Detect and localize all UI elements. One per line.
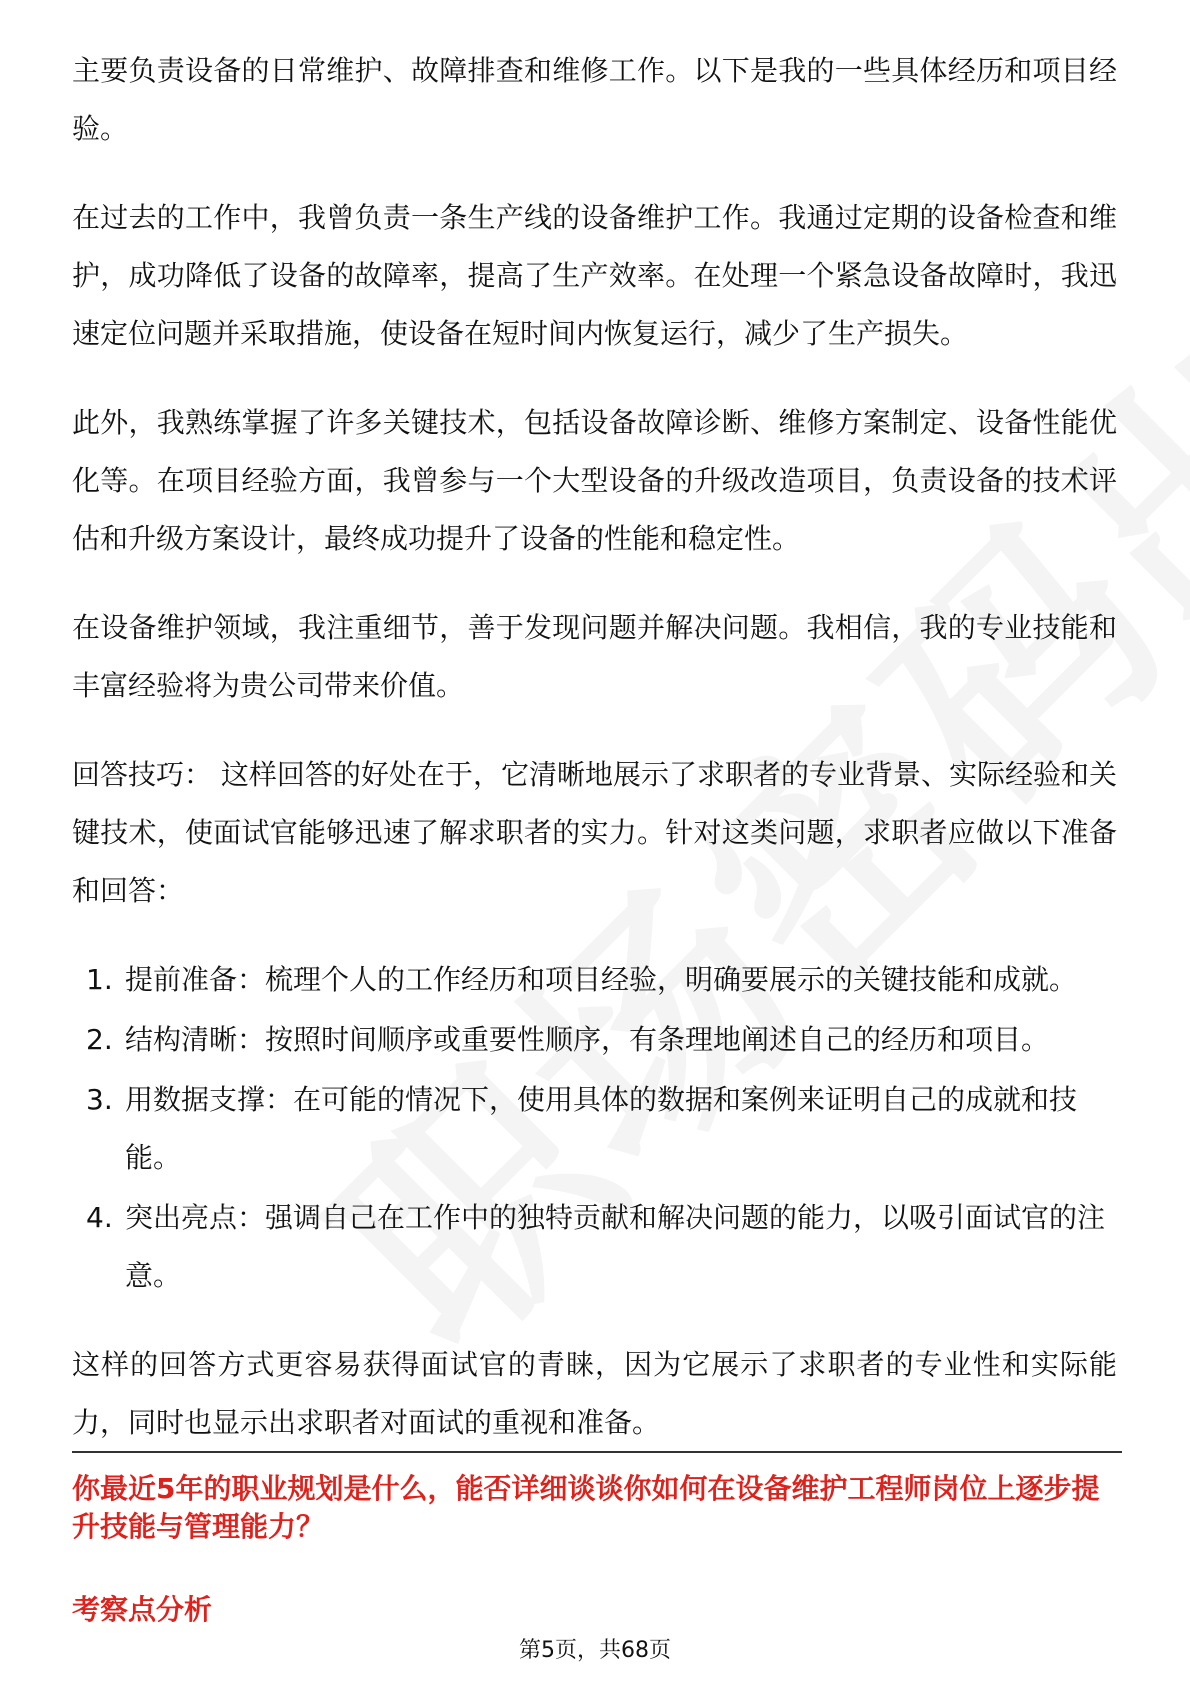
list-number: 1. bbox=[86, 963, 113, 996]
list-number: 2. bbox=[86, 1023, 113, 1056]
list-item-text: 用数据支撑：在可能的情况下，使用具体的数据和案例来证明自己的成就和技能。 bbox=[125, 1083, 1078, 1174]
list-item-text: 突出亮点：强调自己在工作中的独特贡献和解决问题的能力，以吸引面试官的注意。 bbox=[125, 1201, 1106, 1292]
paragraph-answer-tips: 回答技巧： 这样回答的好处在于，它清晰地展示了求职者的专业背景、实际经验和关键技术，使面试官能够迅速了解求职者的实力。针对这类问题，求职者应做以下准备和回答： bbox=[72, 758, 1117, 907]
list-item bbox=[72, 1011, 1117, 1069]
list-number: 4. bbox=[86, 1201, 113, 1234]
paragraph-intro: 主要负责设备的日常维护、故障排查和维修工作。以下是我的一些具体经历和项目经验。 bbox=[72, 54, 1117, 145]
list-number: 3. bbox=[86, 1083, 113, 1116]
next-question-heading: 你最近5年的职业规划是什么，能否详细谈谈你如何在设备维护工程师岗位上逐步提升技能与管理能力？ bbox=[72, 1472, 1100, 1543]
analysis-heading: 考察点分析 bbox=[72, 1593, 213, 1626]
section-divider bbox=[72, 1451, 1122, 1453]
paragraph-closing: 这样的回答方式更容易获得面试官的青睐，因为它展示了求职者的专业性和实际能力，同时也显示出求职者对面试的重视和准备。 bbox=[72, 1348, 1117, 1439]
list-item bbox=[72, 1071, 1117, 1187]
paragraph-summary: 在设备维护领域，我注重细节，善于发现问题并解决问题。我相信，我的专业技能和丰富经验将为贵公司带来价值。 bbox=[72, 611, 1117, 702]
tips-list bbox=[72, 951, 1117, 1305]
answer-body bbox=[72, 42, 1117, 1483]
list-item bbox=[72, 1189, 1117, 1305]
list-item-text: 结构清晰：按照时间顺序或重要性顺序，有条理地阐述自己的经历和项目。 bbox=[125, 1023, 1050, 1056]
page-number: 第5页，共68页 bbox=[519, 1638, 671, 1663]
list-item-text: 提前准备：梳理个人的工作经历和项目经验，明确要展示的关键技能和成就。 bbox=[125, 963, 1078, 996]
paragraph-skills: 此外，我熟练掌握了许多关键技术，包括设备故障诊断、维修方案制定、设备性能优化等。在项目经验方面，我曾参与一个大型设备的升级改造项目，负责设备的技术评估和升级方案设计，最终成功提升了设备的性能和稳定性。 bbox=[72, 406, 1117, 555]
list-item bbox=[72, 951, 1117, 1009]
paragraph-experience: 在过去的工作中，我曾负责一条生产线的设备维护工作。我通过定期的设备检查和维护，成功降低了设备的故障率，提高了生产效率。在处理一个紧急设备故障时，我迅速定位问题并采取措施，使设备在短时间内恢复运行，减少了生产损失。 bbox=[72, 201, 1117, 350]
